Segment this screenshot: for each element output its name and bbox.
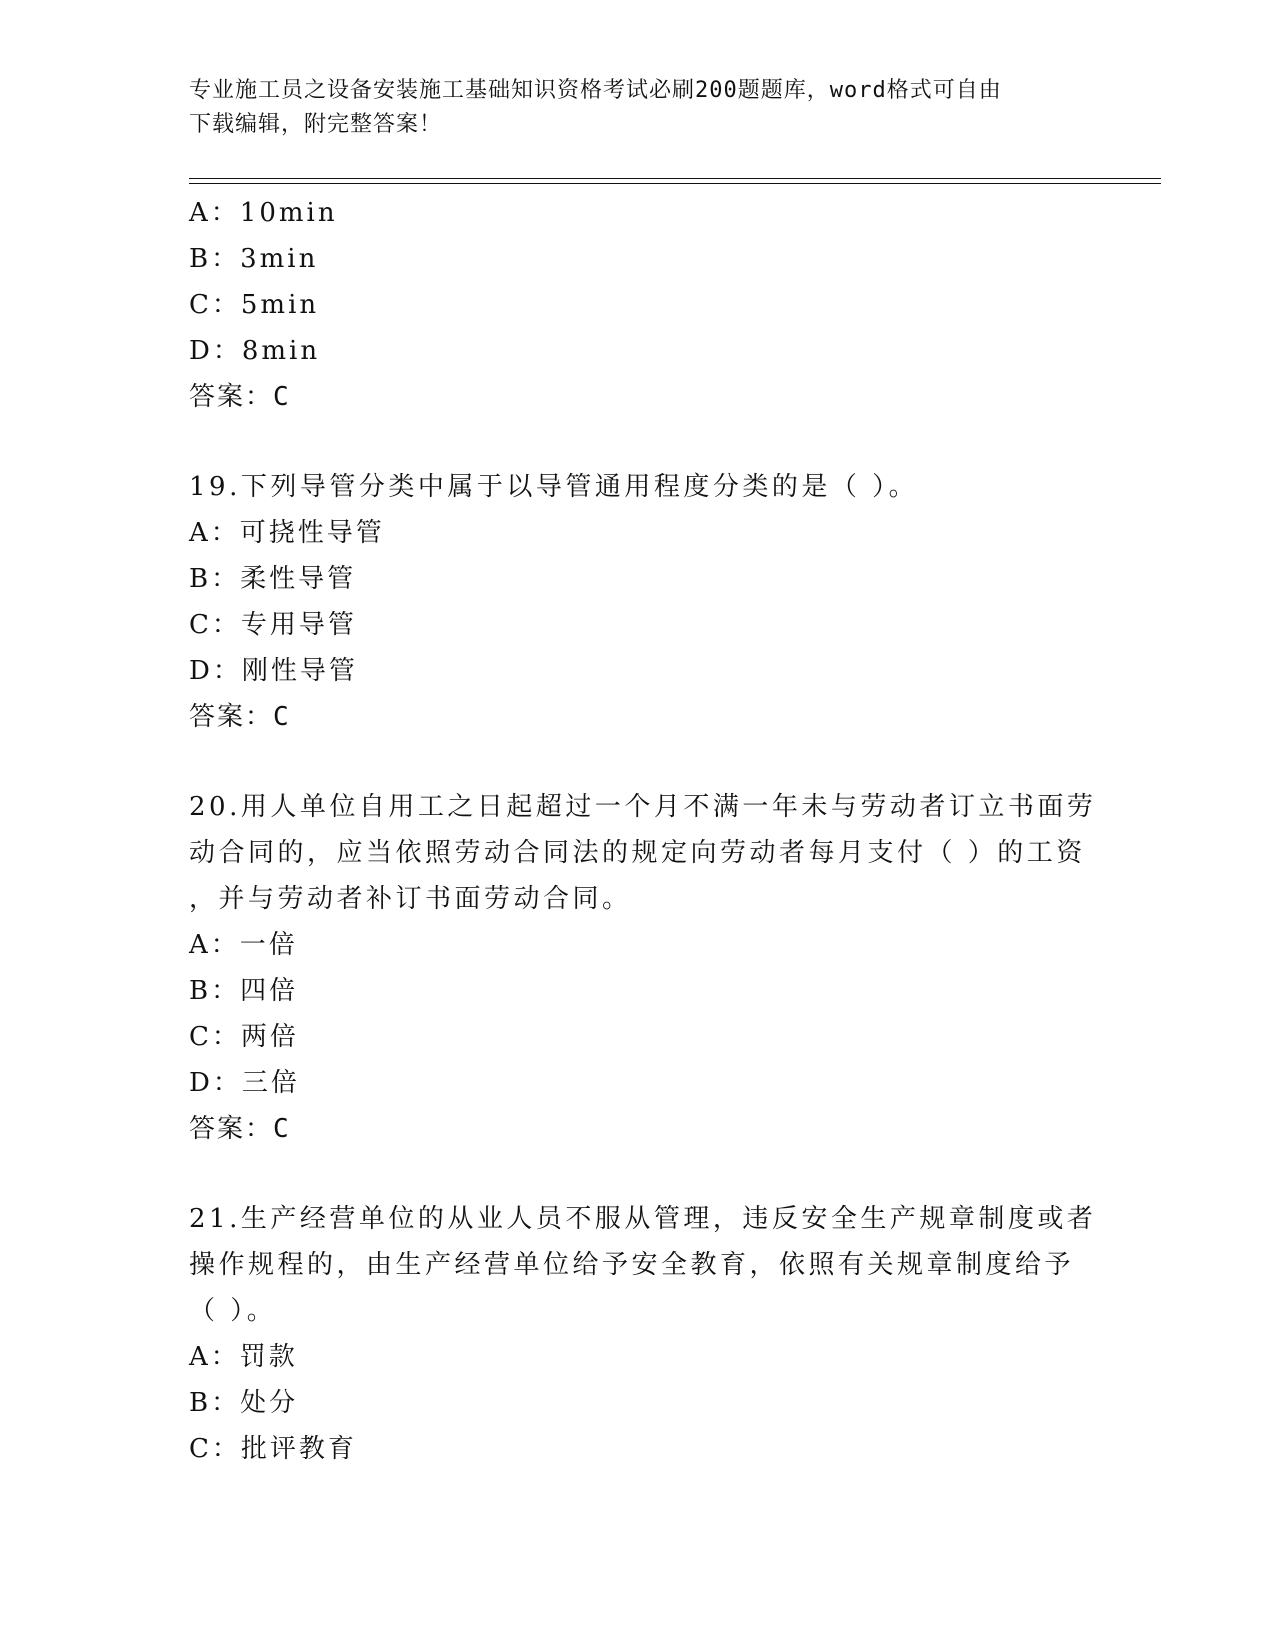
option-b: B：处分 (189, 1388, 299, 1418)
option-a: A：罚款 (189, 1342, 298, 1372)
option-c: C：批评教育 (189, 1434, 357, 1464)
question-text-line: 动合同的，应当依照劳动合同法的规定向劳动者每月支付（ ）的工资 (189, 838, 1086, 868)
header-divider-bottom (189, 183, 1161, 184)
option-c: C：5min (189, 290, 320, 320)
question-text-line: ，并与劳动者补订书面劳动合同。 (189, 884, 632, 914)
option-c: C：两倍 (189, 1022, 299, 1052)
question-text-line: 19.下列导管分类中属于以导管通用程度分类的是（ ）。 (189, 472, 919, 502)
question-20 (189, 784, 1097, 1152)
answer-line: 答案：C (189, 1114, 291, 1144)
header-line-2: 下载编辑，附完整答案！ (189, 112, 443, 137)
question-text-line: 21.生产经营单位的从业人员不服从管理，违反安全生产规章制度或者 (189, 1204, 1097, 1234)
option-b: B：四倍 (189, 976, 299, 1006)
answer-line: 答案：C (189, 702, 291, 732)
option-a: A：10min (189, 198, 338, 228)
option-d: D：三倍 (189, 1068, 300, 1098)
question-text-line: 操作规程的，由生产经营单位给予安全教育，依照有关规章制度给予 (189, 1250, 1075, 1280)
option-b: B：柔性导管 (189, 564, 357, 594)
answer-line: 答案：C (189, 382, 291, 412)
previous-question-tail (189, 190, 1089, 420)
option-c: C：专用导管 (189, 610, 357, 640)
question-19 (189, 464, 1089, 740)
option-a: A：一倍 (189, 930, 298, 960)
document-header (189, 74, 1069, 142)
header-line-1: 专业施工员之设备安装施工基础知识资格考试必刷200题题库，word格式可自由 (189, 78, 1002, 103)
question-text-line: 20.用人单位自用工之日起超过一个月不满一年未与劳动者订立书面劳 (189, 792, 1097, 822)
option-d: D：8min (189, 336, 321, 366)
header-divider-top (189, 178, 1161, 179)
option-a: A：可挠性导管 (189, 518, 385, 548)
question-content (189, 190, 1097, 1472)
option-b: B：3min (189, 244, 319, 274)
option-d: D：刚性导管 (189, 656, 358, 686)
question-21 (189, 1196, 1097, 1472)
question-text-line: （ ）。 (189, 1296, 277, 1326)
